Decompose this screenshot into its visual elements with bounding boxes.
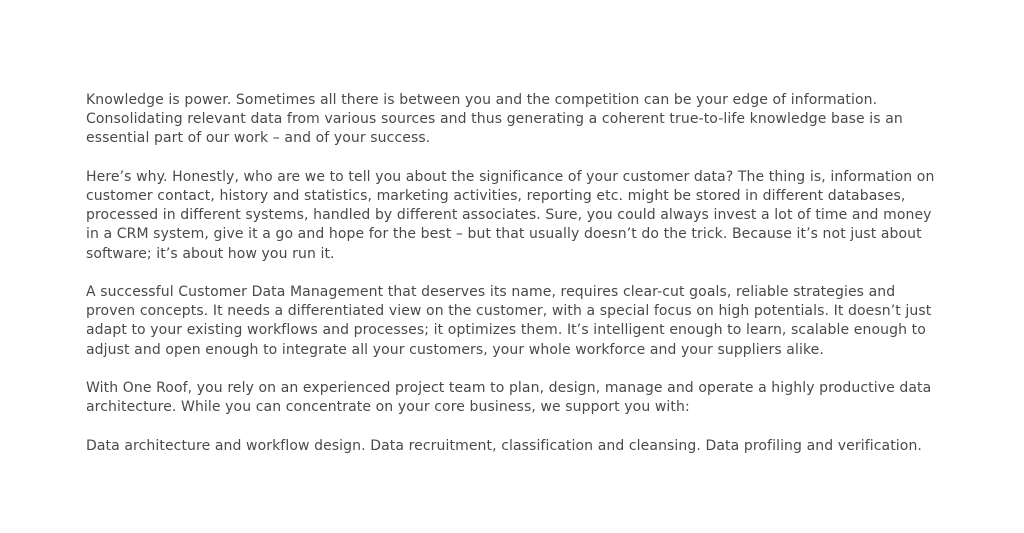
paragraph-why: Here’s why. Honestly, who are we to tell you about the significance of your customer data? The thing is, information on customer contact, history and statistics, marketing activities, reporting etc. might be stored in different databases, processed in different systems, handled by different associates. Sure, you could always invest a lot of time and money in a CRM system, give it a go and hope for the best – but that usually doesn’t do the trick. Because it’s not just about software; it’s about how you run it. — [86, 168, 935, 262]
paragraph-cdm: A successful Customer Data Management that deserves its name, requires clear-cut goals, reliable strategies and proven concepts. It needs a differentiated view on the customer, with a special focus on high potentials. It doesn’t just adapt to your existing workflows and processes; it optimizes them. It’s intelligent enough to learn, scalable enough to adjust and open enough to integrate all your customers, your whole workforce and your suppliers alike. — [86, 284, 932, 358]
paragraph-services: Data architecture and workflow design. Data recruitment, classification and cleansing. Data profiling and verification. — [86, 437, 922, 454]
paragraph-intro: Knowledge is power. Sometimes all there is between you and the competition can be your edge of information. Consolidating relevant data from various sources and thus generating a coherent true-to-life knowledge base is an essential part of our work – and of your success. — [86, 92, 903, 147]
paragraph-one-roof: With One Roof, you rely on an experienced project team to plan, design, manage and operate a highly productive data architecture. While you can concentrate on your core business, we support you with: — [86, 380, 932, 416]
article-body — [86, 91, 946, 456]
